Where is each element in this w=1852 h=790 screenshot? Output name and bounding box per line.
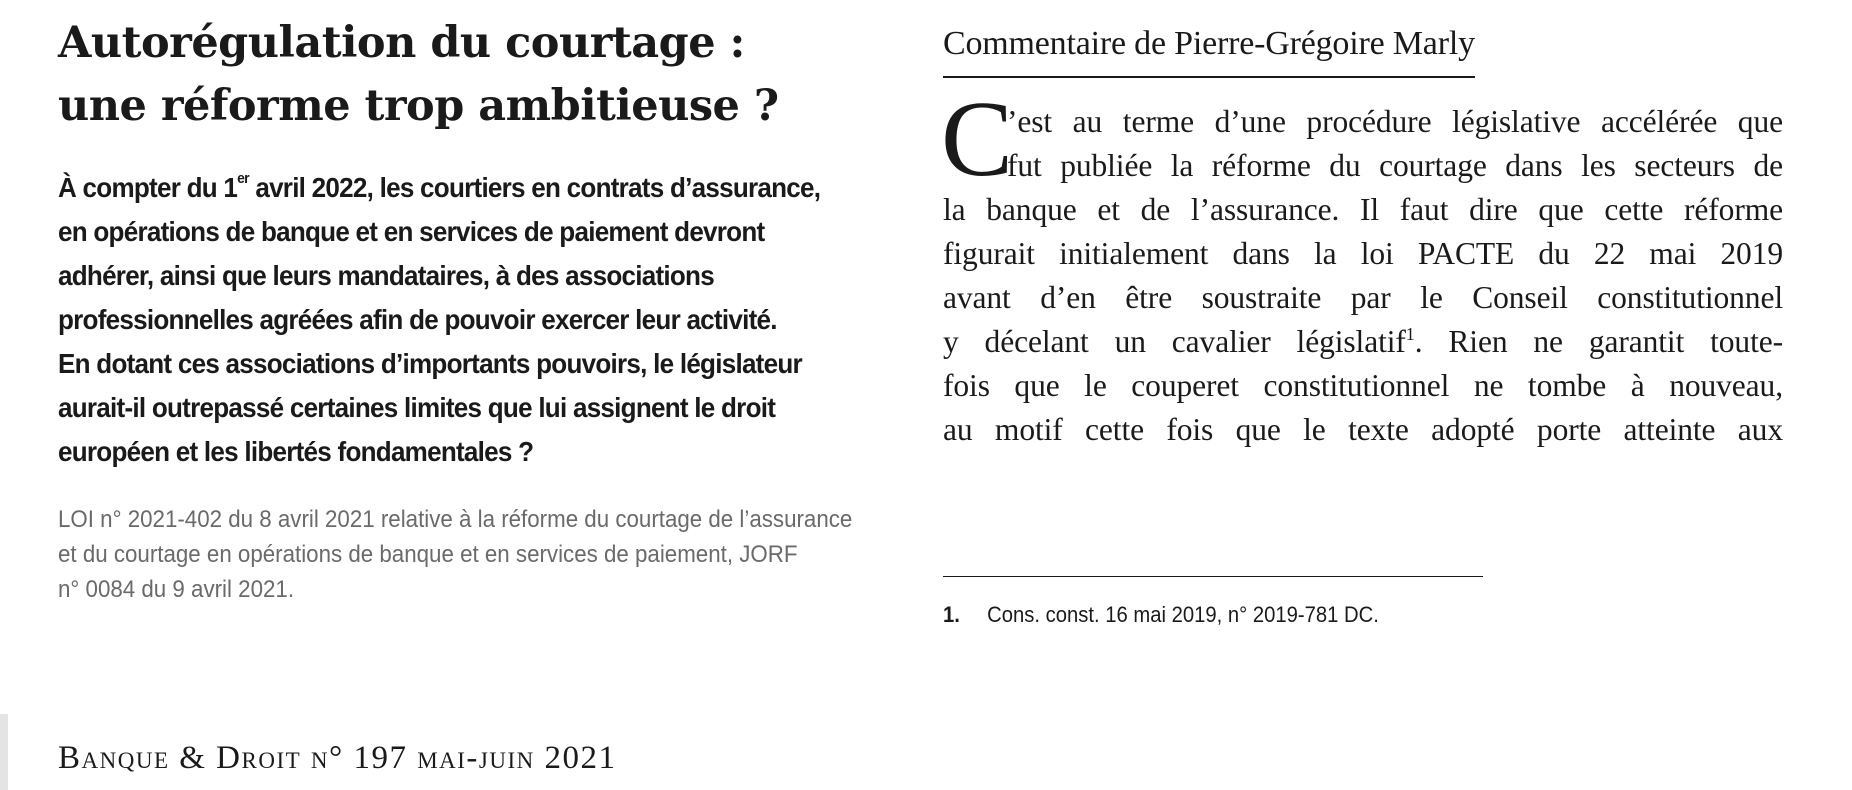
- article-title-line: une réforme trop ambitieuse ?: [58, 81, 779, 131]
- article-title: [58, 12, 918, 138]
- commentary-body: [941, 80, 1783, 452]
- lead-line: En dotant ces associations d’importants pouvoirs, le législateur: [58, 348, 802, 379]
- lead-line: adhérer, ainsi que leurs mandataires, à des associations: [58, 260, 714, 291]
- reference-line: et du courtage en opérations de banque et en services de paiement, JORF: [58, 541, 798, 568]
- body-line: fut publiée la réforme du courtage dans les secteurs de: [1007, 148, 1783, 183]
- drop-cap: C: [941, 80, 1013, 199]
- article-intro-column: [58, 12, 918, 607]
- reference-line: LOI n° 2021-402 du 8 avril 2021 relative à la réforme du courtage de l’assurance: [58, 506, 853, 533]
- lead-line: en opérations de banque et en services de paiement devront: [58, 216, 765, 247]
- commentary-byline: Commentaire de Pierre-Grégoire Marly: [943, 20, 1475, 78]
- article-title-line: Autorégulation du courtage :: [58, 18, 745, 68]
- law-reference: [58, 502, 895, 607]
- footnote-number: 1.: [943, 602, 960, 627]
- lead-line: professionnelles agréées afin de pouvoir exercer leur activité.: [58, 304, 777, 335]
- footnote-text: Cons. const. 16 mai 2019, n° 2019-781 DC.: [987, 602, 1379, 627]
- journal-footer: Banque & Droit n° 197 mai-juin 2021: [58, 740, 617, 776]
- body-line: au motif cette fois que le texte adopté porte atteinte aux: [943, 412, 1783, 447]
- footnote-divider: [943, 576, 1483, 577]
- commentary-column: [943, 20, 1783, 452]
- lead-line: européen et les libertés fondamentales ?: [58, 436, 534, 467]
- body-line: ’est au terme d’une procédure législative accélérée que: [1007, 104, 1783, 139]
- lead-line: À compter du 1er avril 2022, les courtiers en contrats d’assurance,: [58, 170, 821, 203]
- body-line: avant d’en être soustraite par le Conseil constitutionnel: [943, 280, 1783, 315]
- footnote: [943, 598, 1379, 632]
- body-line: figurait initialement dans la loi PACTE du 22 mai 2019: [943, 236, 1783, 271]
- page-edge-marker: [0, 714, 8, 790]
- article-lead: [58, 166, 914, 474]
- footnote-ref[interactable]: 1: [1405, 324, 1415, 344]
- body-line: fois que le couperet constitutionnel ne tombe à nouveau,: [943, 368, 1783, 403]
- reference-line: n° 0084 du 9 avril 2021.: [58, 576, 295, 603]
- body-line: y décelant un cavalier législatif$^1$. Rien ne garantit toute-: [943, 324, 1783, 359]
- lead-line: aurait-il outrepassé certaines limites que lui assignent le droit: [58, 392, 776, 423]
- ordinal-superscript: er: [237, 170, 249, 187]
- body-line: la banque et de l’assurance. Il faut dire que cette réforme: [943, 192, 1783, 227]
